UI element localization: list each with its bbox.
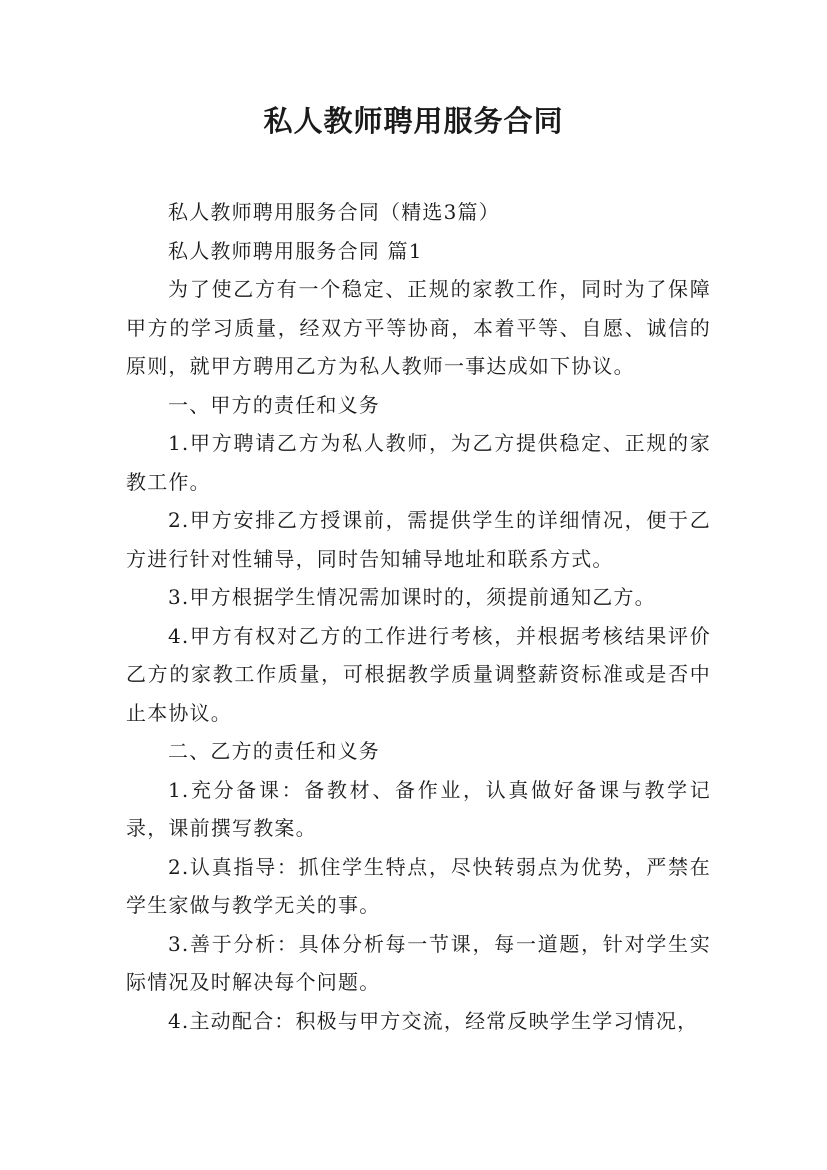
paragraph-b-1: 1.充分备课：备教材、备作业，认真做好备课与教学记录，课前撰写教案。 <box>126 777 711 840</box>
document-body <box>126 193 711 1040</box>
heading-party-b-duties: 二、乙方的责任和义务 <box>168 739 380 763</box>
heading-party-a-duties: 一、甲方的责任和义务 <box>168 392 380 417</box>
paragraph-b-4: 4.主动配合：积极与甲方交流，经常反映学生学习情况， <box>168 1008 699 1033</box>
paragraph-subtitle: 私人教师聘用服务合同（精选3篇） <box>168 200 500 224</box>
paragraph-preamble: 为了使乙方有一个稳定、正规的家教工作，同时为了保障甲方的学习质量，经双方平等协商，本着平等、自愿、诚信的原则，就甲方聘用乙方为私人教师一事达成如下协议。 <box>126 277 711 378</box>
document-title: 私人教师聘用服务合同 <box>263 104 564 138</box>
paragraph-b-3: 3.善于分析：具体分析每一节课，每一道题，针对学生实际情况及时解决每个问题。 <box>126 931 711 994</box>
paragraph-a-3: 3.甲方根据学生情况需加课时的，须提前通知乙方。 <box>168 585 656 609</box>
paragraph-a-4: 4.甲方有权对乙方的工作进行考核，并根据考核结果评价乙方的家教工作质量，可根据教学质量调整薪资标准或是否中止本协议。 <box>126 623 711 725</box>
paragraph-a-1: 1.甲方聘请乙方为私人教师，为乙方提供稳定、正规的家教工作。 <box>126 431 711 494</box>
paragraph-section-label: 私人教师聘用服务合同 篇1 <box>168 238 423 263</box>
paragraph-b-2: 2.认真指导：抓住学生特点，尽快转弱点为优势，严禁在学生家做与教学无关的事。 <box>126 854 711 917</box>
paragraph-a-2: 2.甲方安排乙方授课前，需提供学生的详细情况，便于乙方进行针对性辅导，同时告知辅导地址和联系方式。 <box>126 508 711 571</box>
